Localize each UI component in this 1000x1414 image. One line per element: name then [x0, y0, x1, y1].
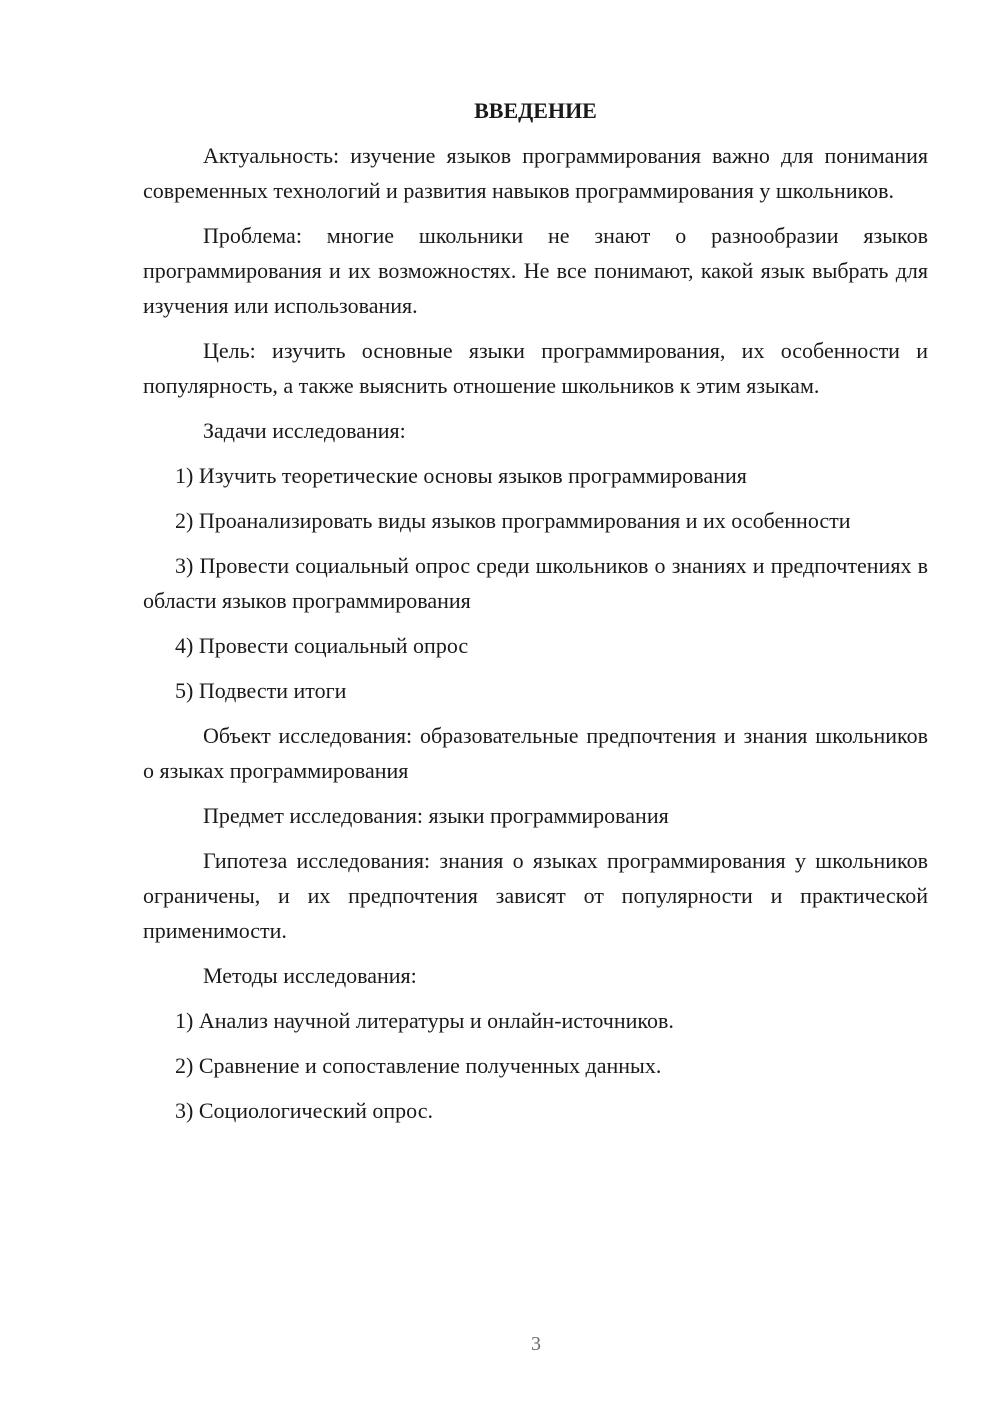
goal-paragraph: Цель: изучить основные языки программирования, их особенности и популярность, а также выяснить отношение школьников к этим языкам. [143, 338, 928, 398]
object-paragraph: Объект исследования: образовательные предпочтения и знания школьников о языках программирования [143, 723, 928, 783]
method-item: 1) Анализ научной литературы и онлайн-источников. [175, 1008, 674, 1033]
hypothesis-paragraph: Гипотеза исследования: знания о языках программирования у школьников ограничены, и их предпочтения зависят от популярности и практической применимости. [143, 848, 928, 943]
relevance-paragraph: Актуальность: изучение языков программирования важно для понимания современных технологий и развития навыков программирования у школьников. [143, 143, 928, 203]
task-item: 4) Провести социальный опрос [175, 633, 469, 658]
problem-paragraph: Проблема: многие школьники не знают о разнообразии языков программирования и их возможностях. Не все понимают, какой язык выбрать для изучения или использования. [143, 223, 928, 318]
task-item: 1) Изучить теоретические основы языков программирования [175, 463, 747, 488]
method-item: 3) Социологический опрос. [175, 1098, 433, 1123]
task-item: 3) Провести социальный опрос среди школьников о знаниях и предпочтениях в области языков программирования [143, 553, 928, 613]
page-content [143, 93, 928, 1138]
methods-heading: Методы исследования: [203, 963, 417, 988]
subject-paragraph: Предмет исследования: языки программирования [203, 803, 669, 828]
task-item: 2) Проанализировать виды языков программирования и их особенности [175, 508, 851, 533]
task-item: 5) Подвести итоги [175, 678, 347, 703]
tasks-heading: Задачи исследования: [203, 418, 406, 443]
section-title: ВВЕДЕНИЕ [474, 98, 597, 123]
page-number: 3 [531, 1333, 541, 1355]
method-item: 2) Сравнение и сопоставление полученных данных. [175, 1053, 662, 1078]
